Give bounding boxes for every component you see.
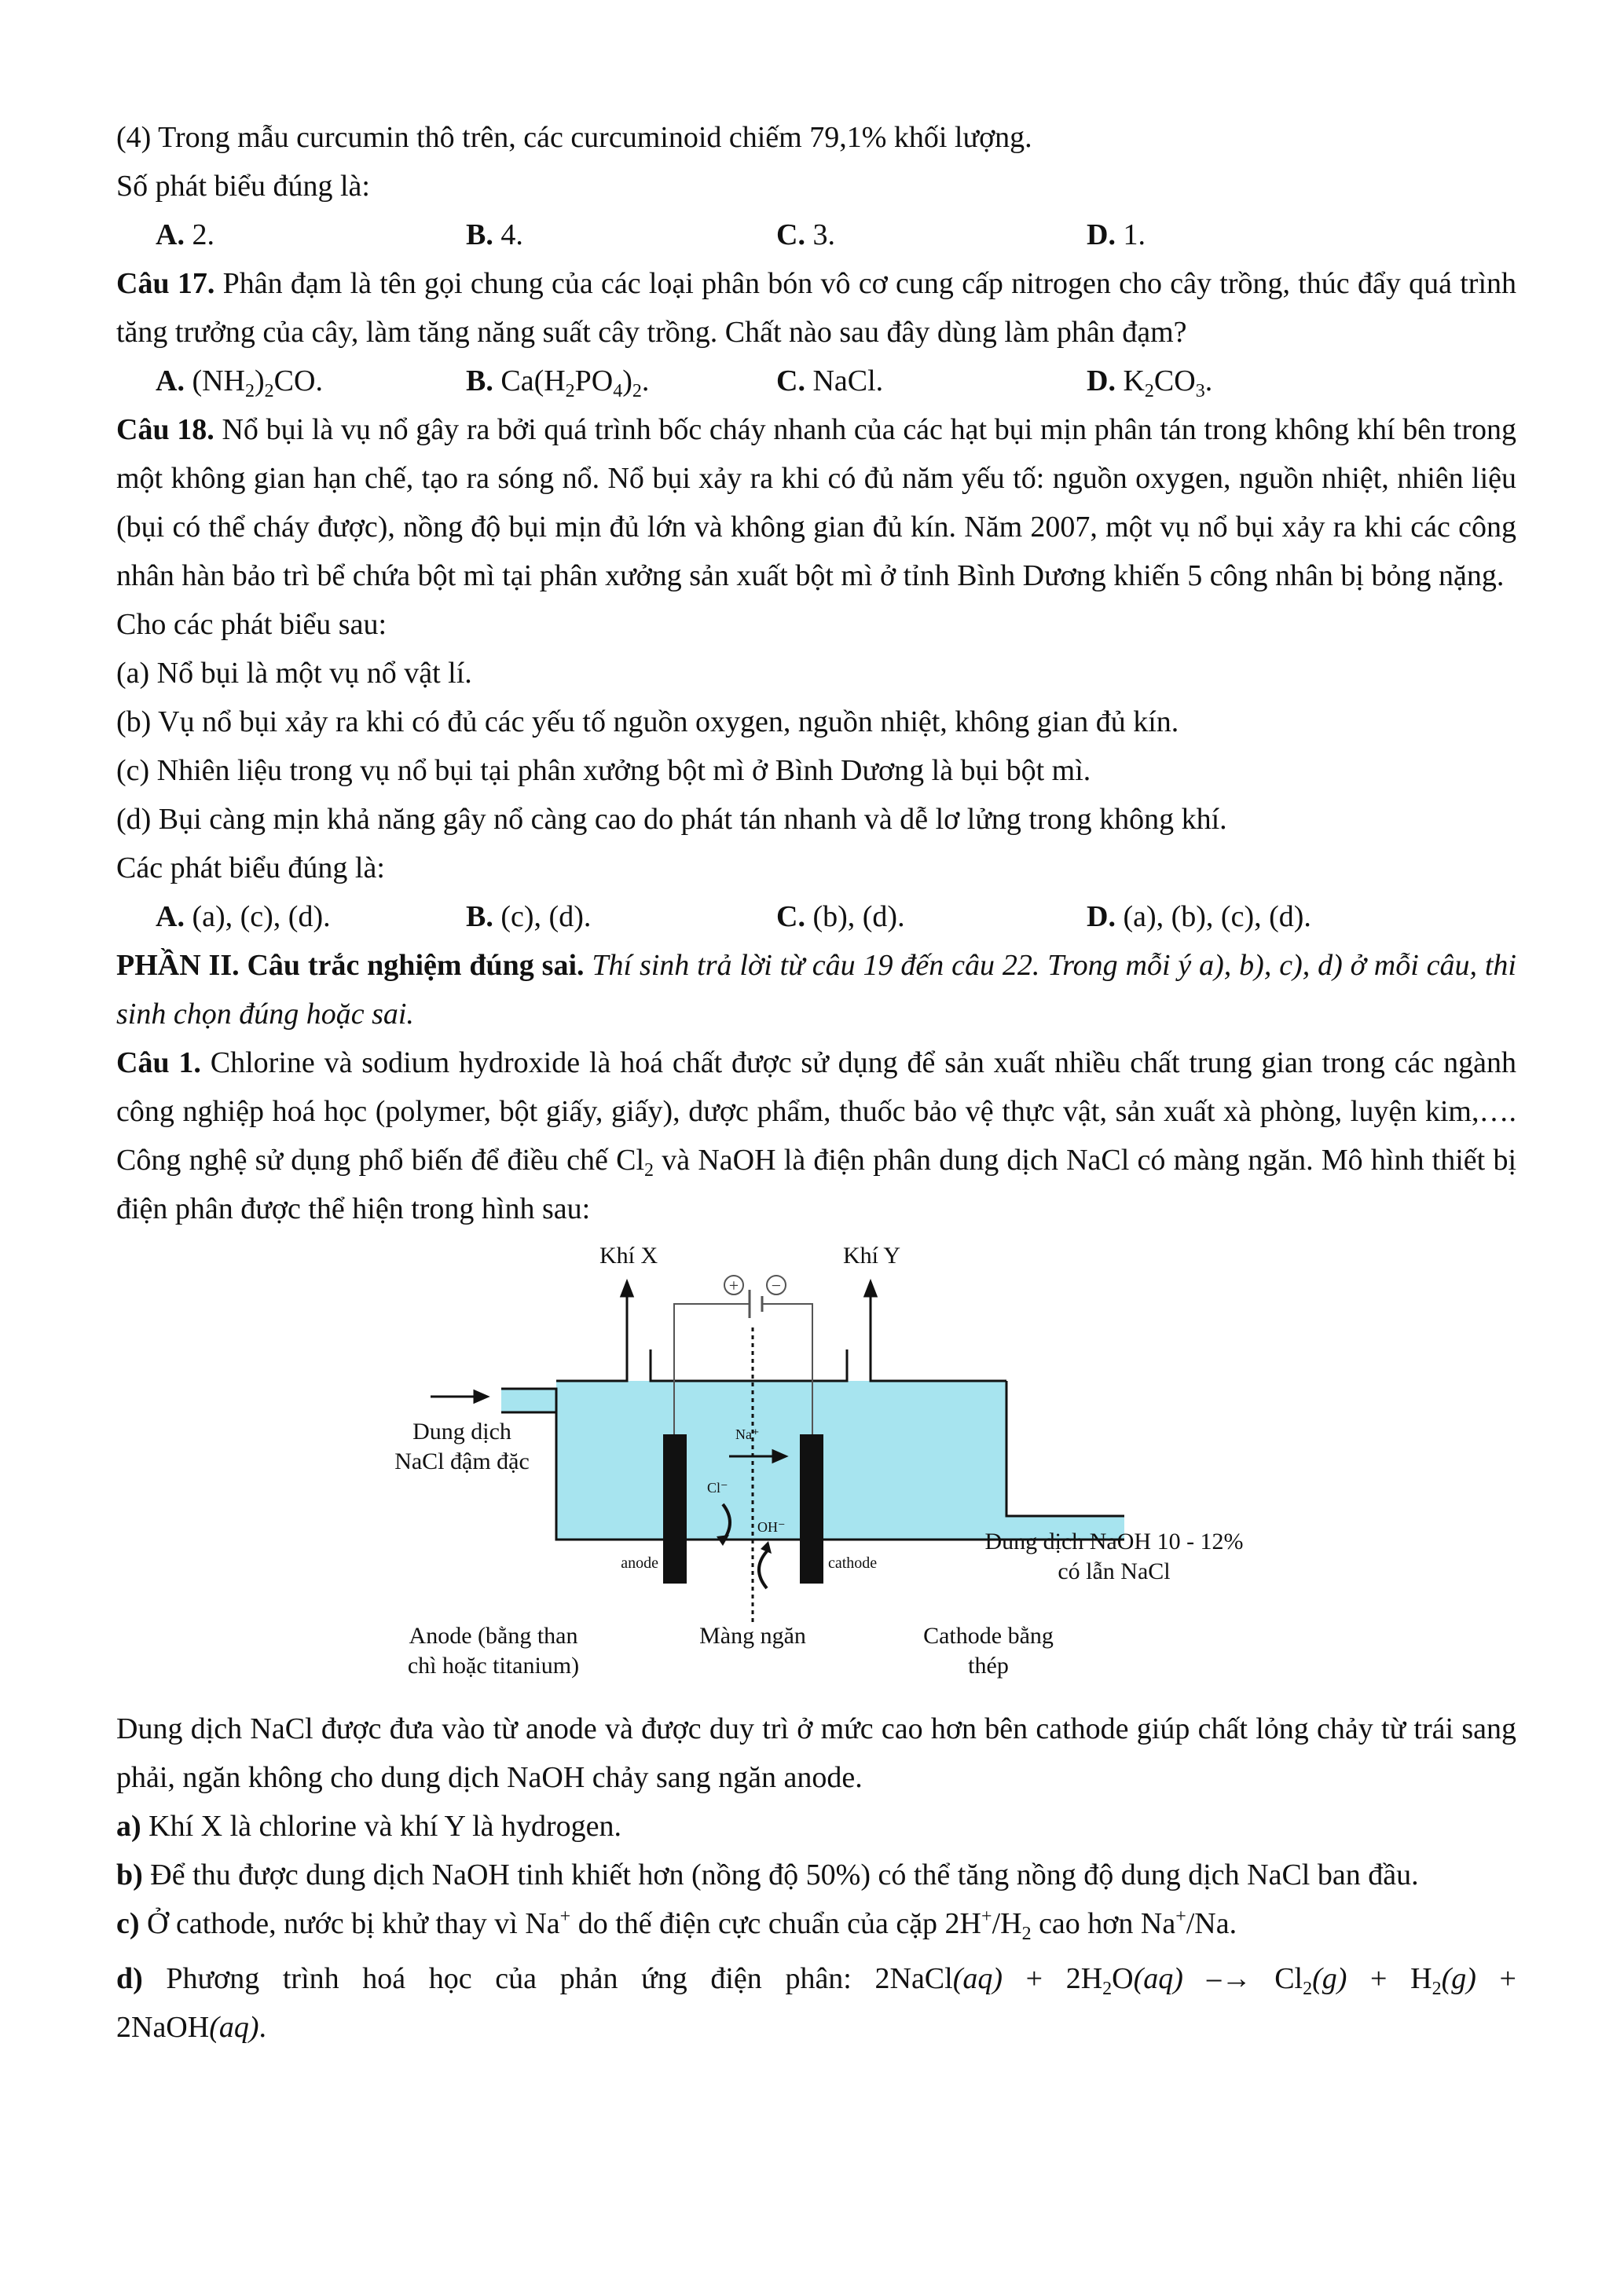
q1-statement-d-line-1: d) Phương trình hoá học của phản ứng điện phân: 2NaCl(aq) + $2H_2O(aq)$ ⎯→ $Cl_2(g)$ + $H_2(g)$ + (116, 1954, 1516, 2003)
q16-prompt: Số phát biểu đúng là: (116, 170, 370, 203)
electrolysis-diagram (116, 1233, 1516, 1705)
anode-note-2: chì hoặc titanium) (407, 1653, 580, 1679)
q16-option-a[interactable]: A. 2. (156, 218, 214, 251)
anode-note-1: Anode (bằng than (409, 1623, 578, 1649)
q18-statement-b: (b) Vụ nổ bụi xảy ra khi có đủ các yếu tố nguồn oxygen, nguồn nhiệt, không gian đủ kín. (116, 705, 1179, 738)
gas-y-arrow (865, 1282, 876, 1349)
plus-sign: + (728, 1276, 739, 1295)
q1-label: Câu 1. (116, 1046, 201, 1079)
q1-figure-explanation: Dung dịch NaCl được đưa vào từ anode và được duy trì ở mức cao hơn bên cathode giúp chất lỏng chảy từ trái sang phải, ngăn không cho dung dịch NaOH chảy sang ngăn anode. (116, 1712, 1516, 1794)
electrolyte-liquid (556, 1381, 1006, 1540)
q16-option-b[interactable]: B. 4. (466, 218, 523, 251)
minus-sign: − (771, 1276, 782, 1295)
part2-heading (116, 941, 1516, 1038)
q18-statement-a: (a) Nổ bụi là một vụ nổ vật lí. (116, 657, 472, 690)
part2-title: PHẦN II. Câu trắc nghiệm đúng sai. (116, 949, 585, 982)
cathode-note-1: Cathode bằng (923, 1623, 1054, 1649)
q18-option-c[interactable]: C. (b), (d). (776, 900, 905, 933)
q18-statement-c: (c) Nhiên liệu trong vụ nổ bụi tại phân xưởng bột mì ở Bình Dương là bụi bột mì. (116, 754, 1091, 787)
q17-stem: Câu 17. Phân đạm là tên gọi chung của các loại phân bón vô cơ cung cấp nitrogen cho cây trồng, thúc đẩy quá trình tăng trưởng của cây, làm tăng năng suất cây trồng. Chất nào sau đây dùng làm phân đạm? (116, 267, 1516, 349)
q18-intro: Cho các phát biểu sau: (116, 608, 387, 641)
inlet-arrow (431, 1391, 487, 1402)
q1-statement-a: a) Khí X là chlorine và khí Y là hydrogen. (116, 1810, 622, 1843)
q17-label: Câu 17. (116, 267, 215, 300)
gas-x-label: Khí X (599, 1243, 658, 1269)
membrane-label: Màng ngăn (699, 1623, 806, 1649)
battery-icon (750, 1290, 762, 1318)
anode-electrode (663, 1434, 687, 1584)
q18-statement-d: (d) Bụi càng mịn khả năng gây nổ càng cao do phát tán nhanh và dễ lơ lửng trong không khí. (116, 803, 1227, 836)
outlet-label-2: có lẫn NaCl (1058, 1558, 1171, 1584)
q18-label: Câu 18. (116, 413, 214, 446)
q16-options (116, 211, 1516, 259)
cl-ion-label: Cl⁻ (707, 1480, 728, 1496)
part2-instruction: Thí sinh trả lời từ câu 19 đến câu 22. Trong mỗi ý a), b), c), d) ở mỗi câu, thi sinh chọn đúng hoặc sai. (116, 949, 1516, 1031)
cathode-label: cathode (828, 1554, 878, 1572)
cathode-note-2: thép (968, 1653, 1009, 1679)
q18-option-a[interactable]: A. (a), (c), (d). (156, 900, 331, 933)
reaction-arrow: ⎯→ (1206, 1962, 1252, 1995)
gas-y-label: Khí Y (843, 1243, 901, 1269)
gas-x-arrow (621, 1282, 632, 1349)
cathode-electrode (800, 1434, 823, 1584)
q17-option-b[interactable]: B. $Ca(H_2PO_4)_2$. (466, 364, 650, 401)
q16-option-c[interactable]: C. 3. (776, 218, 835, 251)
q1-statement-b: b) Để thu được dung dịch NaOH tinh khiết hơn (nồng độ 50%) có thể tăng nồng độ dung dịch NaCl ban đầu. (116, 1858, 1419, 1891)
q18-stem: Câu 18. Nổ bụi là vụ nổ gây ra bởi quá trình bốc cháy nhanh của các hạt bụi mịn phân tán trong không khí bên trong một không gian hạn chế, tạo ra sóng nổ. Nổ bụi xảy ra khi có đủ năm yếu tố: nguồn oxygen, nguồn nhiệt, nhiên liệu (bụi có thể cháy được), nồng độ bụi mịn đủ lớn và không gian đủ kín. Năm 2007, một vụ nổ bụi xảy ra khi các công nhân hàn bảo trì bể chứa bột mì tại phân xưởng sản xuất bột mì ở tỉnh Bình Dương khiến 5 công nhân bị bỏng nặng. (116, 413, 1516, 592)
na-ion-label: Na⁺ (735, 1426, 760, 1442)
q16-option-d[interactable]: D. 1. (1087, 218, 1146, 251)
q16-statement-4: (4) Trong mẫu curcumin thô trên, các curcuminoid chiếm 79,1% khối lượng. (116, 121, 1032, 154)
q18-options (116, 892, 1516, 941)
outlet-label-1: Dung dịch NaOH 10 - 12% (984, 1529, 1244, 1554)
q1-statement-d (116, 1954, 1516, 2052)
electrolysis-figure (116, 1233, 1516, 1705)
q17-option-a[interactable]: A. $(NH_2)_2CO$. (156, 364, 323, 401)
q17-option-c[interactable]: C. NaCl. (776, 364, 884, 397)
inlet-label-1: Dung dịch (412, 1419, 511, 1445)
q18-option-b[interactable]: B. (c), (d). (466, 900, 592, 933)
oh-ion-label: OH⁻ (757, 1519, 786, 1535)
q1-statement-c: c) Ở cathode, nước bị khử thay vì Na+ do thế điện cực chuẩn của cặp $2H^+/H_2$ cao hơn Na+/Na. (116, 1906, 1237, 1944)
oh-ion-arrow (759, 1551, 767, 1588)
q1-statement-d-line-2: 2NaOH(aq). (116, 2011, 267, 2044)
q18-prompt: Các phát biểu đúng là: (116, 851, 385, 884)
q17-option-d[interactable]: D. $K_2CO_3$. (1087, 364, 1213, 401)
q17-options (116, 357, 1516, 405)
q1-stem: Câu 1. Chlorine và sodium hydroxide là hoá chất được sử dụng để sản xuất nhiều chất trung gian trong các ngành công nghiệp hoá học (polymer, bột giấy, giấy), dược phẩm, thuốc bảo vệ thực vật, sản xuất xà phòng, luyện kim,…. Công nghệ sử dụng phổ biến để điều chế $Cl_2$ và NaOH là điện phân dung dịch NaCl có màng ngăn. Mô hình thiết bị điện phân được thể hiện trong hình sau: (116, 1046, 1516, 1225)
inlet-label-2: NaCl đậm đặc (394, 1448, 530, 1474)
inlet-liquid (501, 1389, 558, 1412)
anode-label: anode (621, 1554, 658, 1572)
page-content (116, 113, 1516, 2052)
q18-option-d[interactable]: D. (a), (b), (c), (d). (1087, 900, 1311, 933)
